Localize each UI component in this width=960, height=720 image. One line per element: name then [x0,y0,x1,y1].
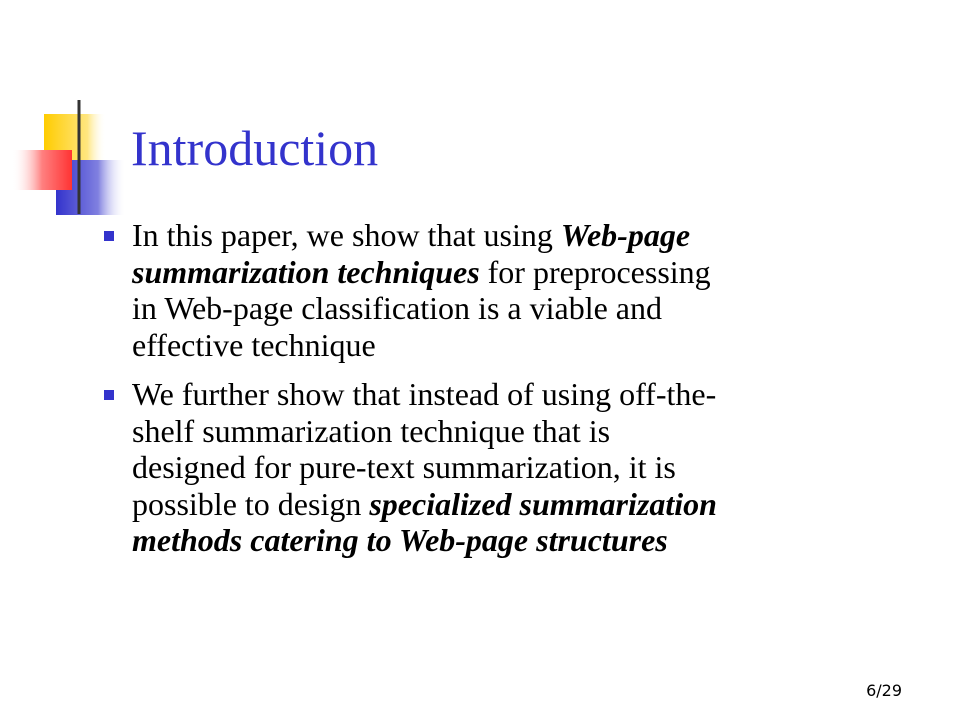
slide-title: Introduction [131,120,379,176]
bullet-text: shelf summarization technique that is [132,412,611,449]
bullet-text: in Web-page classification is a viable and [132,290,662,326]
bullet-text: We further show that instead of using off-the- [132,376,717,412]
emphasized-text: methods catering to Web-page structures [132,522,668,558]
bullet-line [132,449,924,486]
bullet-item [104,376,924,559]
emphasized-text: summarization techniques [132,253,480,290]
bullet-item [104,217,924,363]
bullet-text: for preprocessing [479,253,711,290]
bullet-line [132,254,924,291]
bullet-line [132,522,924,559]
bullet-line [132,413,924,450]
bullet-line [132,486,924,523]
bullet-text: effective technique [132,326,376,363]
page-number: 6/29 [866,681,902,700]
bullet-text: designed for pure-text summarization, it is [132,449,676,485]
bullet-line [132,327,924,364]
bullet-line [132,217,924,254]
bullet-list [104,217,924,572]
bullet-text: possible to design [132,485,370,522]
bullet-text: In this paper, we show that using [132,217,561,253]
bullet-marker-icon [104,390,114,400]
emphasized-text: Web-page [560,217,691,253]
bullet-line [132,290,924,327]
bullet-line [132,376,924,413]
emphasized-text: specialized summarization [369,485,717,522]
bullet-marker-icon [104,231,114,241]
